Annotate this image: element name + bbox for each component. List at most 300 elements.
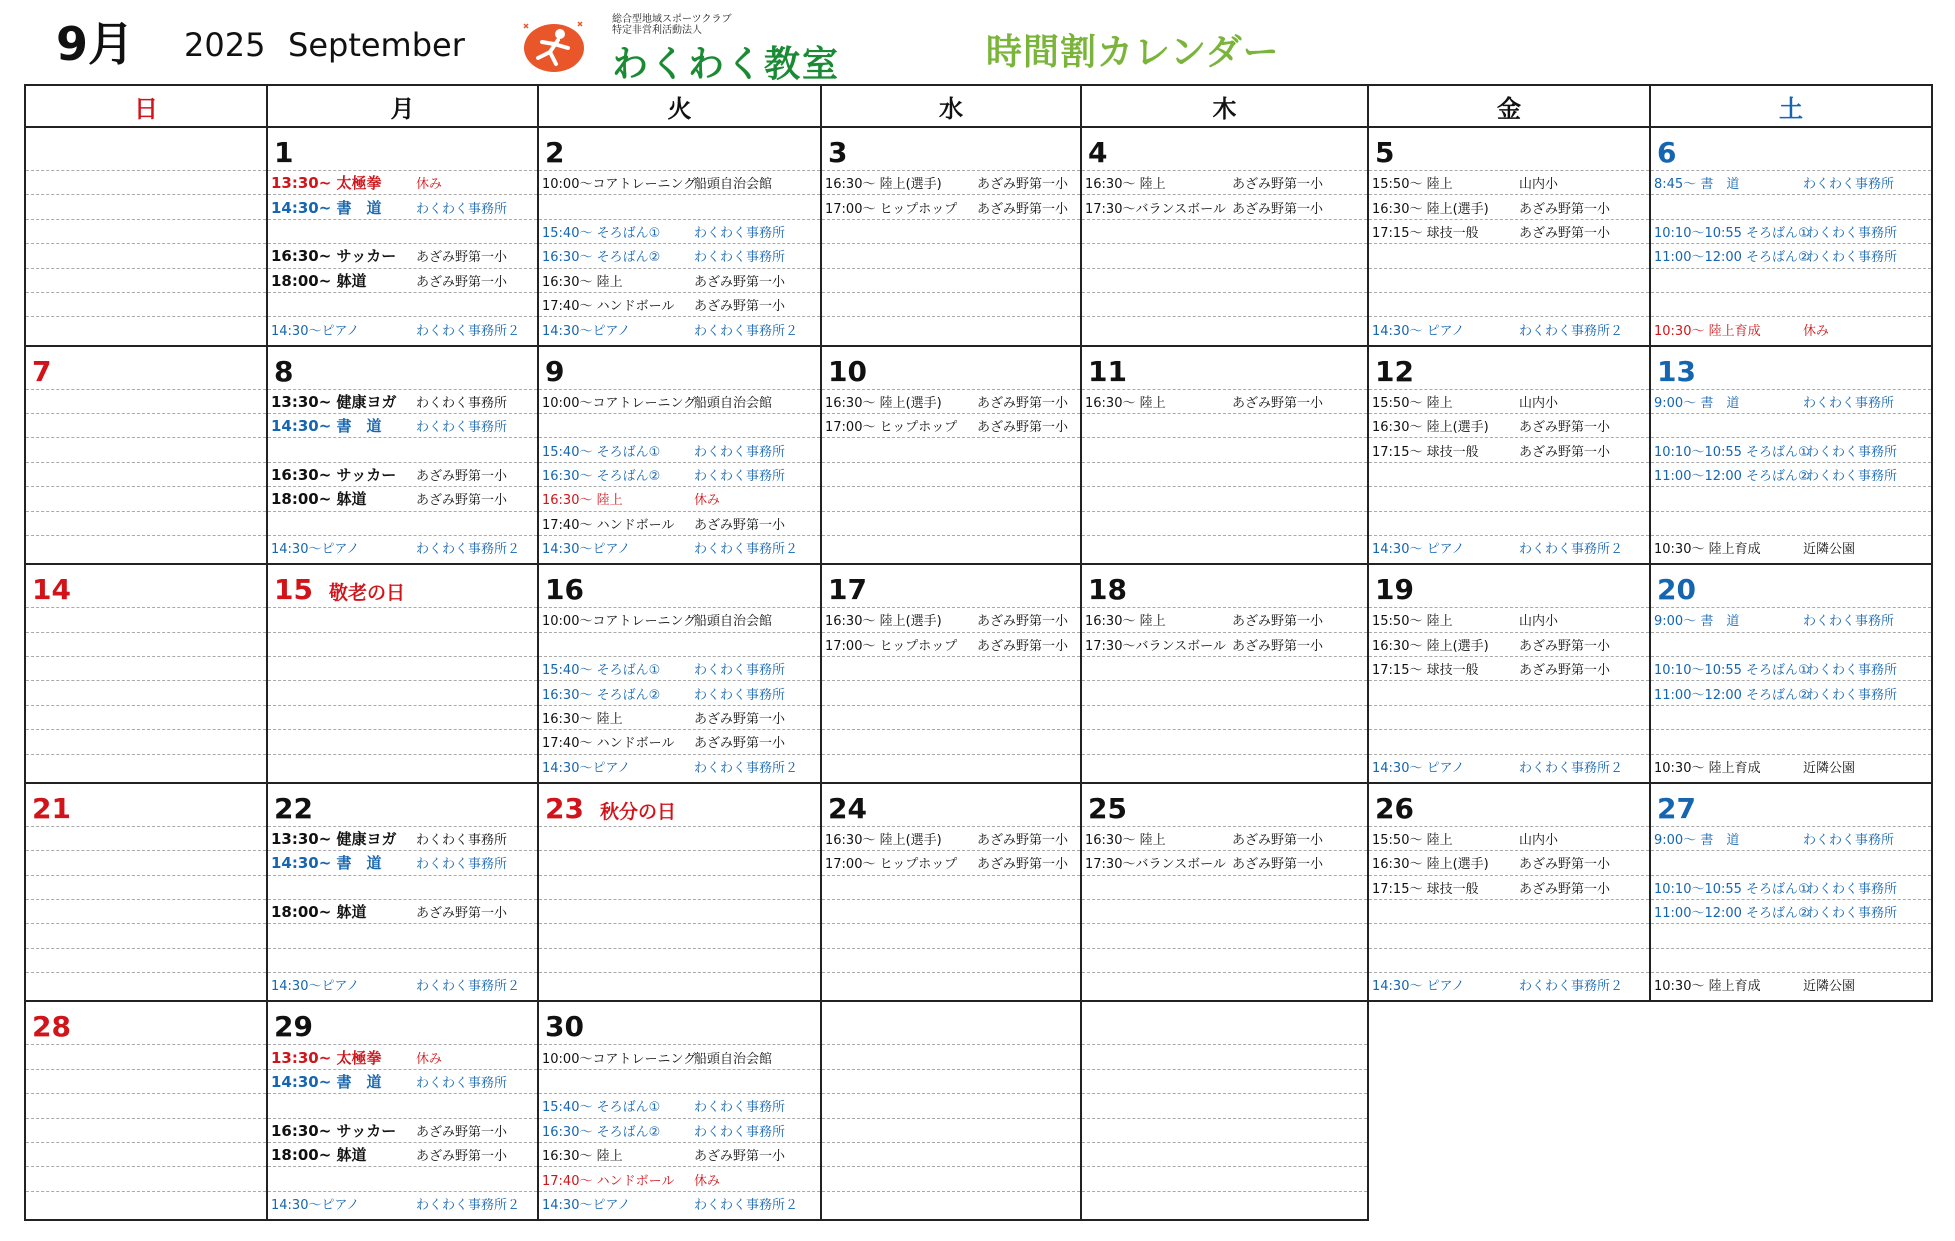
- day-header: [1369, 347, 1649, 389]
- day-number: 6: [1657, 136, 1677, 169]
- class-time-name: 13:30~ 太極拳: [271, 174, 382, 193]
- class-place: 船頭自治会館: [694, 177, 773, 193]
- class-time-name: 17:40～ ハンドボール: [542, 299, 675, 315]
- holiday-label: 敬老の日: [328, 582, 405, 605]
- schedule-row: [539, 1069, 820, 1093]
- day-number: 24: [828, 791, 867, 825]
- class-place: あざみ野第一小: [694, 517, 786, 533]
- schedule-row: [1651, 437, 1931, 461]
- schedule-row: [539, 754, 820, 778]
- org-line-1: 総合型地域スポーツクラブ: [612, 14, 732, 25]
- class-place: わくわく事務所２: [416, 542, 521, 558]
- schedule-row: [1651, 948, 1931, 972]
- day-cell: [821, 1001, 1081, 1220]
- day-number: 5: [1375, 136, 1395, 169]
- schedule-row: [268, 194, 537, 218]
- schedule-row: [1651, 219, 1931, 243]
- schedule-row: [268, 389, 537, 413]
- schedule-row: [1082, 437, 1367, 461]
- day-cell: [1650, 127, 1932, 346]
- schedule-row: [1651, 462, 1931, 486]
- schedule-row: [1082, 850, 1367, 874]
- day-number: 8: [274, 354, 294, 388]
- class-time-name: 14:30～ピアノ: [271, 542, 360, 558]
- day-header: [539, 1002, 820, 1044]
- schedule-row: [539, 170, 820, 194]
- schedule-row: [26, 850, 266, 874]
- class-place: わくわく事務所: [1803, 614, 1895, 630]
- class-time-name: 17:15～ 球技一般: [1372, 225, 1479, 241]
- class-place: あざみ野第一小: [1232, 638, 1324, 654]
- schedule-row: [26, 923, 266, 947]
- class-time-name: 16:30～ そろばん②: [542, 468, 661, 484]
- schedule-row: [268, 899, 537, 923]
- class-time-name: 14:30～ピアノ: [271, 979, 360, 995]
- schedule-row: [1651, 754, 1931, 778]
- class-time-name: 16:30～ 陸上: [1085, 395, 1166, 411]
- class-place: あざみ野第一小: [977, 638, 1069, 654]
- class-time-name: 14:30~ 書 道: [271, 1072, 382, 1091]
- schedule-row: [539, 437, 820, 461]
- class-place: あざみ野第一小: [1519, 444, 1611, 460]
- schedule-row: [1369, 219, 1649, 243]
- brand-name: わくわく教室: [612, 43, 841, 85]
- schedule-row: [26, 1118, 266, 1142]
- schedule-row: [1369, 705, 1649, 729]
- day-header: [539, 347, 820, 389]
- class-place: 近隣公園: [1803, 542, 1856, 558]
- schedule-row: [268, 413, 537, 437]
- club-logo: [520, 10, 890, 85]
- schedule-row: [268, 170, 537, 194]
- day-header: [1651, 347, 1931, 389]
- class-place: あざみ野第一小: [977, 614, 1069, 630]
- day-cell: [538, 127, 821, 346]
- week-row: [25, 783, 1932, 1002]
- calendar-title: 時間割カレンダー: [986, 32, 1280, 73]
- class-place: あざみ野第一小: [1232, 395, 1324, 411]
- schedule-row: [1651, 875, 1931, 899]
- runner-logo-icon: [520, 18, 586, 74]
- schedule-row: [1082, 292, 1367, 316]
- schedule-row: [1651, 486, 1931, 510]
- weekday-header-sun: 日: [25, 85, 267, 127]
- class-time-name: 16:30~ サッカー: [271, 1121, 397, 1140]
- schedule-row: [539, 292, 820, 316]
- weekday-header-row: [25, 85, 1932, 127]
- day-header: [26, 1002, 266, 1044]
- class-place: わくわく事務所２: [416, 1197, 521, 1213]
- class-place: わくわく事務所: [694, 663, 786, 679]
- class-time-name: 14:30～ ピアノ: [1372, 542, 1465, 558]
- class-time-name: 11:00～12:00 そろばん②: [1654, 906, 1810, 922]
- day-header: [1369, 128, 1649, 170]
- schedule-row: [268, 875, 537, 899]
- day-number: 11: [1088, 354, 1127, 388]
- day-cell: [267, 127, 538, 346]
- schedule-row: [268, 316, 537, 340]
- schedule-row: [268, 243, 537, 267]
- schedule-row: [1082, 511, 1367, 535]
- day-header: [1082, 347, 1367, 389]
- day-number: 15: [274, 573, 313, 607]
- schedule-row: [539, 875, 820, 899]
- class-time-name: 16:30~ サッカー: [271, 247, 397, 266]
- schedule-row: [26, 437, 266, 461]
- class-place: わくわく事務所: [1806, 663, 1898, 679]
- schedule-row: [1651, 243, 1931, 267]
- class-time-name: 17:15～ 球技一般: [1372, 444, 1479, 460]
- schedule-row: [822, 923, 1080, 947]
- schedule-row: [822, 437, 1080, 461]
- schedule-row: [1082, 316, 1367, 340]
- schedule-row: [1082, 607, 1367, 631]
- day-cell: [1368, 783, 1650, 1002]
- class-time-name: 16:30～ 陸上(選手): [825, 177, 942, 193]
- schedule-row: [1651, 899, 1931, 923]
- day-header: [268, 784, 537, 826]
- schedule-row: [268, 923, 537, 947]
- schedule-row: [1082, 632, 1367, 656]
- day-number: 2: [545, 136, 565, 169]
- schedule-row: [268, 972, 537, 996]
- class-place: あざみ野第一小: [1519, 225, 1611, 241]
- schedule-row: [822, 656, 1080, 680]
- class-time-name: 17:30～バランスボール: [1085, 638, 1226, 654]
- weekday-header-tue: 火: [538, 85, 821, 127]
- class-place: 休み: [694, 1173, 721, 1189]
- schedule-row: [26, 219, 266, 243]
- class-time-name: 10:30～ 陸上育成: [1654, 979, 1761, 995]
- schedule-row: [26, 1166, 266, 1190]
- schedule-row: [822, 1118, 1080, 1142]
- day-header: [268, 128, 537, 170]
- class-time-name: 18:00~ 躰道: [271, 1146, 367, 1165]
- class-time-name: 15:40～ そろばん①: [542, 663, 661, 679]
- schedule-row: [26, 389, 266, 413]
- schedule-row: [539, 535, 820, 559]
- week-row: [25, 564, 1932, 783]
- schedule-row: [1369, 170, 1649, 194]
- class-place: わくわく事務所: [1803, 177, 1895, 193]
- day-header: [268, 565, 537, 607]
- class-time-name: 14:30～ ピアノ: [1372, 979, 1465, 995]
- schedule-row: [268, 680, 537, 704]
- schedule-row: [268, 656, 537, 680]
- schedule-row: [1082, 535, 1367, 559]
- day-cell: [1650, 783, 1932, 1002]
- class-time-name: 10:00～コアトレーニング: [542, 395, 697, 411]
- day-number: 18: [1088, 573, 1127, 607]
- class-place: わくわく事務所２: [416, 979, 521, 995]
- day-number: 12: [1375, 354, 1414, 388]
- holiday-label: 秋分の日: [599, 800, 676, 823]
- class-place: あざみ野第一小: [1232, 832, 1324, 848]
- class-time-name: 16:30～ 陸上(選手): [825, 395, 942, 411]
- class-place: あざみ野第一小: [694, 299, 786, 315]
- schedule-row: [26, 316, 266, 340]
- class-place: わくわく事務所２: [1519, 542, 1624, 558]
- class-place: わくわく事務所: [1806, 687, 1898, 703]
- schedule-row: [1082, 948, 1367, 972]
- day-number: 28: [32, 1010, 71, 1044]
- year-label: 2025: [184, 26, 266, 64]
- class-place: あざみ野第一小: [416, 468, 508, 484]
- class-time-name: 16:30～ 陸上(選手): [1372, 857, 1489, 873]
- schedule-row: [1369, 535, 1649, 559]
- schedule-row: [26, 535, 266, 559]
- class-time-name: 14:30～ピアノ: [542, 542, 631, 558]
- schedule-row: [822, 875, 1080, 899]
- schedule-row: [1082, 826, 1367, 850]
- class-place: あざみ野第一小: [1232, 614, 1324, 630]
- class-time-name: 11:00～12:00 そろばん②: [1654, 687, 1810, 703]
- schedule-row: [1651, 705, 1931, 729]
- day-cell: [25, 1001, 267, 1220]
- class-time-name: 14:30～ピアノ: [271, 323, 360, 339]
- schedule-row: [822, 413, 1080, 437]
- day-number: 23: [545, 791, 584, 825]
- schedule-row: [822, 462, 1080, 486]
- schedule-row: [26, 899, 266, 923]
- week-row: [25, 1001, 1932, 1220]
- schedule-row: [539, 826, 820, 850]
- class-place: 休み: [416, 177, 443, 193]
- class-time-name: 14:30～ ピアノ: [1372, 323, 1465, 339]
- class-place: あざみ野第一小: [694, 711, 786, 727]
- class-place: わくわく事務所: [416, 832, 508, 848]
- weekday-header-fri: 金: [1368, 85, 1650, 127]
- class-place: 近隣公園: [1803, 979, 1856, 995]
- schedule-row: [1651, 389, 1931, 413]
- schedule-row: [1082, 656, 1367, 680]
- schedule-row: [539, 705, 820, 729]
- class-place: 船頭自治会館: [694, 395, 773, 411]
- schedule-row: [26, 680, 266, 704]
- schedule-row: [26, 1142, 266, 1166]
- class-place: あざみ野第一小: [416, 250, 508, 266]
- class-time-name: 14:30~ 書 道: [271, 198, 382, 217]
- schedule-row: [268, 462, 537, 486]
- day-header: [26, 784, 266, 826]
- schedule-row: [1369, 656, 1649, 680]
- schedule-row: [822, 535, 1080, 559]
- schedule-row: [268, 511, 537, 535]
- class-time-name: 17:00～ ヒップホップ: [825, 857, 958, 873]
- class-place: あざみ野第一小: [416, 274, 508, 290]
- week-row: [25, 346, 1932, 565]
- schedule-row: [26, 1093, 266, 1117]
- class-time-name: 16:30～ 陸上(選手): [1372, 201, 1489, 217]
- class-place: わくわく事務所: [1803, 832, 1895, 848]
- schedule-row: [268, 607, 537, 631]
- schedule-row: [268, 729, 537, 753]
- schedule-row: [822, 316, 1080, 340]
- day-cell: [1650, 564, 1932, 783]
- day-number: 4: [1088, 136, 1108, 169]
- class-place: あざみ野第一小: [1232, 201, 1324, 217]
- schedule-row: [268, 754, 537, 778]
- schedule-row: [539, 1093, 820, 1117]
- schedule-row: [26, 972, 266, 996]
- schedule-row: [539, 680, 820, 704]
- schedule-row: [1082, 268, 1367, 292]
- schedule-row: [539, 511, 820, 535]
- schedule-row: [822, 729, 1080, 753]
- day-cell: [538, 783, 821, 1002]
- schedule-row: [1369, 437, 1649, 461]
- class-place: あざみ野第一小: [977, 395, 1069, 411]
- class-time-name: 8:45～ 書 道: [1654, 177, 1740, 193]
- schedule-row: [26, 170, 266, 194]
- schedule-row: [1082, 462, 1367, 486]
- class-time-name: 16:30～ 陸上: [542, 274, 623, 290]
- schedule-row: [1369, 511, 1649, 535]
- day-number: 3: [828, 136, 848, 169]
- class-time-name: 16:30～ 陸上: [1085, 177, 1166, 193]
- schedule-row: [1082, 705, 1367, 729]
- weekday-header-thu: 木: [1081, 85, 1368, 127]
- class-place: 山内小: [1519, 177, 1559, 193]
- schedule-row: [268, 705, 537, 729]
- schedule-row: [822, 607, 1080, 631]
- schedule-row: [1369, 972, 1649, 996]
- schedule-row: [268, 948, 537, 972]
- day-cell: [267, 346, 538, 565]
- schedule-row: [268, 219, 537, 243]
- class-time-name: 14:30~ 書 道: [271, 854, 382, 873]
- class-place: わくわく事務所２: [694, 760, 799, 776]
- class-time-name: 10:10～10:55 そろばん①: [1654, 663, 1810, 679]
- schedule-row: [1082, 413, 1367, 437]
- schedule-row: [268, 292, 537, 316]
- class-place: わくわく事務所: [694, 444, 786, 460]
- schedule-row: [1082, 972, 1367, 996]
- class-place: わくわく事務所: [1803, 395, 1895, 411]
- schedule-row: [539, 316, 820, 340]
- class-place: わくわく事務所: [694, 687, 786, 703]
- schedule-row: [822, 1142, 1080, 1166]
- schedule-row: [822, 850, 1080, 874]
- day-cell: [821, 783, 1081, 1002]
- day-number: 17: [828, 573, 867, 607]
- day-number: 16: [545, 573, 584, 607]
- schedule-row: [539, 1044, 820, 1068]
- class-place: わくわく事務所: [416, 857, 508, 873]
- schedule-row: [1369, 413, 1649, 437]
- day-number: 26: [1375, 791, 1414, 825]
- day-cell: [1081, 346, 1368, 565]
- schedule-row: [1369, 754, 1649, 778]
- class-place: 近隣公園: [1803, 760, 1856, 776]
- month-label: 9月: [56, 17, 135, 71]
- class-time-name: 10:30～ 陸上育成: [1654, 760, 1761, 776]
- day-header: [539, 784, 820, 826]
- class-time-name: 18:00~ 躰道: [271, 490, 367, 509]
- day-header: [268, 1002, 537, 1044]
- class-time-name: 17:40～ ハンドボール: [542, 1173, 675, 1189]
- class-place: あざみ野第一小: [694, 736, 786, 752]
- day-number: 19: [1375, 573, 1414, 607]
- class-place: あざみ野第一小: [694, 274, 786, 290]
- day-header: [1651, 565, 1931, 607]
- schedule-row: [26, 705, 266, 729]
- class-place: わくわく事務所: [1806, 906, 1898, 922]
- class-place: わくわく事務所: [1806, 881, 1898, 897]
- class-place: わくわく事務所２: [1519, 979, 1624, 995]
- day-number: 20: [1657, 573, 1696, 607]
- day-cell: [538, 1001, 821, 1220]
- class-time-name: 14:30～ピアノ: [271, 1197, 360, 1213]
- schedule-row: [1369, 875, 1649, 899]
- day-cell: [1081, 783, 1368, 1002]
- schedule-row: [1369, 292, 1649, 316]
- day-header: [822, 784, 1080, 826]
- class-place: わくわく事務所２: [1519, 323, 1624, 339]
- class-place: わくわく事務所２: [1519, 760, 1624, 776]
- schedule-row: [539, 243, 820, 267]
- schedule-row: [1369, 948, 1649, 972]
- schedule-row: [822, 486, 1080, 510]
- class-place: わくわく事務所２: [694, 323, 799, 339]
- schedule-row: [1082, 923, 1367, 947]
- schedule-row: [1369, 850, 1649, 874]
- day-cell: [1081, 127, 1368, 346]
- class-time-name: 11:00～12:00 そろばん②: [1654, 250, 1810, 266]
- class-place: 山内小: [1519, 395, 1559, 411]
- day-number: 10: [828, 354, 867, 388]
- day-header: [822, 347, 1080, 389]
- schedule-row: [539, 972, 820, 996]
- class-place: あざみ野第一小: [1232, 857, 1324, 873]
- schedule-row: [1651, 923, 1931, 947]
- class-time-name: 17:40～ ハンドボール: [542, 517, 675, 533]
- class-time-name: 10:00～コアトレーニング: [542, 614, 697, 630]
- class-time-name: 16:30～ 陸上(選手): [1372, 638, 1489, 654]
- schedule-row: [539, 219, 820, 243]
- class-place: 山内小: [1519, 614, 1559, 630]
- class-place: 休み: [1803, 323, 1830, 339]
- class-time-name: 17:00～ ヒップホップ: [825, 420, 958, 436]
- day-header: [539, 128, 820, 170]
- schedule-row: [268, 535, 537, 559]
- class-place: あざみ野第一小: [694, 1149, 786, 1165]
- class-place: あざみ野第一小: [1519, 663, 1611, 679]
- class-time-name: 16:30～ 陸上: [1085, 614, 1166, 630]
- schedule-row: [822, 292, 1080, 316]
- class-time-name: 10:10～10:55 そろばん①: [1654, 444, 1810, 460]
- day-header: [26, 565, 266, 607]
- class-place: わくわく事務所: [416, 1075, 508, 1091]
- schedule-row: [1082, 1118, 1367, 1142]
- day-cell: [538, 564, 821, 783]
- class-time-name: 17:30～バランスボール: [1085, 201, 1226, 217]
- schedule-row: [822, 1069, 1080, 1093]
- header: [0, 0, 1955, 84]
- day-cell: [1081, 1001, 1368, 1220]
- class-time-name: 10:00～コアトレーニング: [542, 1051, 697, 1067]
- schedule-row: [26, 826, 266, 850]
- day-header: [1082, 1002, 1367, 1044]
- class-time-name: 16:30~ サッカー: [271, 465, 397, 484]
- class-time-name: 18:00~ 躰道: [271, 903, 367, 922]
- schedule-row: [822, 1166, 1080, 1190]
- schedule-row: [539, 389, 820, 413]
- day-cell: [25, 346, 267, 565]
- class-time-name: 16:30～ そろばん②: [542, 1124, 661, 1140]
- schedule-row: [539, 923, 820, 947]
- day-cell: [1368, 564, 1650, 783]
